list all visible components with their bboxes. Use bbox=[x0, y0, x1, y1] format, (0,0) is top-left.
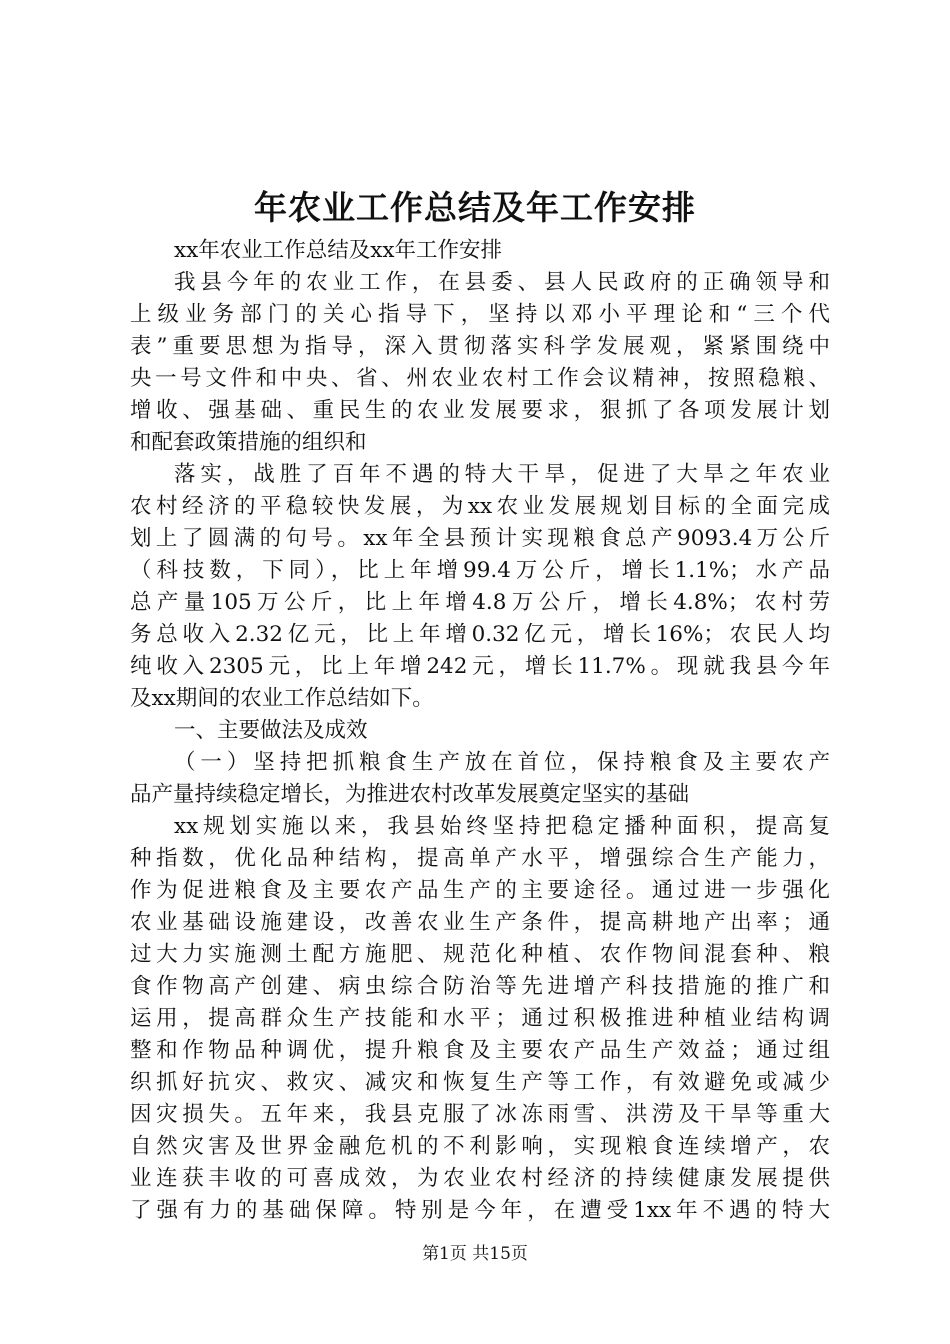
paragraph-line: 作为促进粮食及主要农产品生产的主要途径。通过进一步强化 bbox=[130, 878, 830, 903]
paragraph-line: 落实，战胜了百年不遇的特大干旱，促进了大旱之年农业 bbox=[174, 462, 830, 487]
subtitle-line: xx年农业工作总结及xx年工作安排 bbox=[174, 238, 503, 263]
paragraph-line: 农业基础设施建设，改善农业生产条件，提高耕地产出率；通 bbox=[130, 910, 830, 935]
paragraph-line: 纯收入2305元，比上年增242元，增长11.7%。现就我县今年 bbox=[130, 654, 830, 679]
paragraph-line: 运用，提高群众生产技能和水平；通过积极推进种植业结构调 bbox=[130, 1006, 830, 1031]
paragraph-line: 及xx期间的农业工作总结如下。 bbox=[130, 686, 434, 711]
paragraph-line: 我县今年的农业工作，在县委、县人民政府的正确领导和 bbox=[174, 270, 830, 295]
paragraph-line: 整和作物品种调优，提升粮食及主要农产品生产效益；通过组 bbox=[130, 1038, 830, 1063]
paragraph-line: 过大力实施测土配方施肥、规范化种植、农作物间混套种、粮 bbox=[130, 942, 830, 967]
paragraph-line: 和配套政策措施的组织和 bbox=[130, 430, 367, 455]
paragraph-line: 食作物高产创建、病虫综合防治等先进增产科技措施的推广和 bbox=[130, 974, 830, 999]
paragraph-line: 划上了圆满的句号。xx年全县预计实现粮食总产9093.4万公斤 bbox=[130, 526, 830, 551]
paragraph-line: 增收、强基础、重民生的农业发展要求，狠抓了各项发展计划 bbox=[130, 398, 830, 423]
paragraph-line: 表”重要思想为指导，深入贯彻落实科学发展观，紧紧围绕中 bbox=[130, 334, 830, 359]
section-heading: 一、主要做法及成效 bbox=[174, 718, 368, 743]
paragraph-line: 总产量105万公斤，比上年增4.8万公斤，增长4.8%；农村劳 bbox=[130, 590, 830, 615]
paragraph-line: xx规划实施以来，我县始终坚持把稳定播种面积，提高复 bbox=[174, 814, 830, 839]
paragraph-line: 农村经济的平稳较快发展，为xx农业发展规划目标的全面完成 bbox=[130, 494, 830, 519]
paragraph-line: 种指数，优化品种结构，提高单产水平，增强综合生产能力， bbox=[130, 846, 830, 871]
paragraph-line: 业连获丰收的可喜成效，为农业农村经济的持续健康发展提供 bbox=[130, 1166, 830, 1191]
paragraph-line: （科技数，下同），比上年增99.4万公斤，增长1.1%；水产品 bbox=[130, 558, 830, 583]
paragraph-line: 因灾损失。五年来，我县克服了冰冻雨雪、洪涝及干旱等重大 bbox=[130, 1102, 830, 1127]
paragraph-line: 自然灾害及世界金融危机的不利影响，实现粮食连续增产，农 bbox=[130, 1134, 830, 1159]
subsection-heading-line: 品产量持续稳定增长，为推进农村改革发展奠定坚实的基础 bbox=[130, 782, 690, 807]
paragraph-line: 织抓好抗灾、救灾、减灾和恢复生产等工作，有效避免或减少 bbox=[130, 1070, 830, 1095]
paragraph-line: 央一号文件和中央、省、州农业农村工作会议精神，按照稳粮、 bbox=[130, 366, 830, 391]
paragraph-line: 上级业务部门的关心指导下，坚持以邓小平理论和“三个代 bbox=[130, 302, 830, 327]
subsection-heading-line: （一）坚持把抓粮食生产放在首位，保持粮食及主要农产 bbox=[174, 750, 830, 775]
document-title: 年农业工作总结及年工作安排 bbox=[254, 188, 696, 227]
document-body bbox=[130, 235, 830, 1227]
paragraph-line: 务总收入2.32亿元，比上年增0.32亿元，增长16%；农民人均 bbox=[130, 622, 830, 647]
page-number-footer: 第1页 共15页 bbox=[422, 1244, 528, 1264]
paragraph-line: 了强有力的基础保障。特别是今年，在遭受1xx年不遇的特大 bbox=[130, 1198, 830, 1223]
